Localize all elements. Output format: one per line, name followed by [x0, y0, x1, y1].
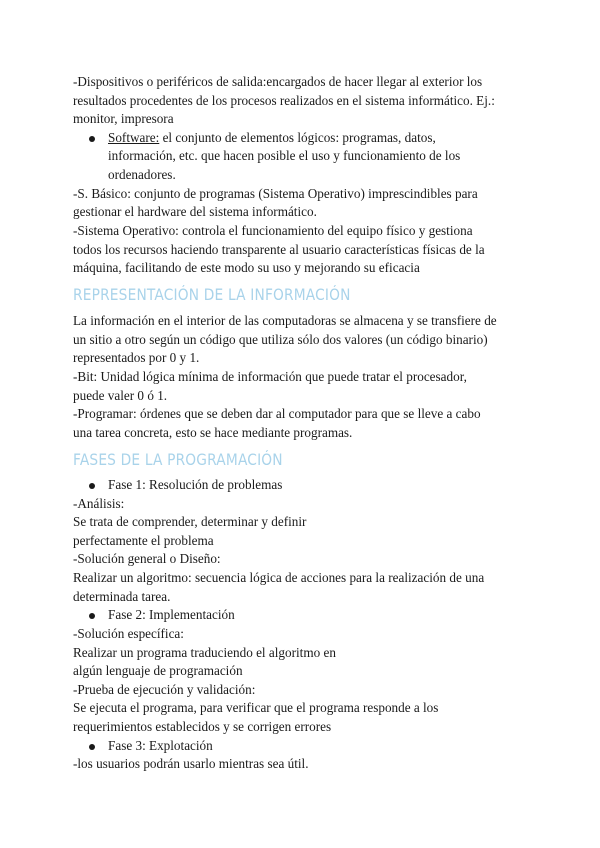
text-line: -los usuarios podrán usarlo mientras sea útil. [73, 756, 309, 771]
text-line: representados por 0 y 1. [73, 350, 200, 365]
text-line: -Dispositivos o periféricos de salida:encargados de hacer llegar al exterior los [73, 74, 483, 89]
list-item: Fase 3: Explotación [108, 738, 213, 753]
text-line: -Prueba de ejecución y validación: [73, 682, 256, 697]
text-line: Se trata de comprender, determinar y definir [73, 514, 307, 529]
text-line: -Bit: Unidad lógica mínima de información que puede tratar el procesador, [73, 369, 467, 384]
list-item: Fase 1: Resolución de problemas [108, 477, 283, 492]
text-line: -Análisis: [73, 496, 125, 511]
list-item: Fase 2: Implementación [108, 607, 235, 622]
text-line: -Solución general o Diseño: [73, 551, 221, 566]
software-definition: el conjunto de elementos lógicos: programas, datos, [159, 130, 436, 145]
text-line: perfectamente el problema [73, 533, 214, 548]
text-line: -Solución específica: [73, 626, 184, 641]
text-line: algún lenguaje de programación [73, 663, 243, 678]
text-line: monitor, impresora [73, 111, 174, 126]
text-line: una tarea concreta, esto se hace mediante programas. [73, 425, 353, 440]
text-line: puede valer 0 ó 1. [73, 388, 168, 403]
list-item [108, 131, 436, 144]
software-term: Software: [108, 130, 160, 145]
text-line: Realizar un programa traduciendo el algoritmo en [73, 645, 336, 660]
text-line: un sitio a otro según un código que utiliza sólo dos valores (un código binario) [73, 332, 488, 347]
text-line: Se ejecuta el programa, para verificar que el programa responde a los [73, 700, 439, 715]
text-line: Realizar un algoritmo: secuencia lógica de acciones para la realización de una [73, 570, 485, 585]
text-line: máquina, facilitando de este modo su uso y mejorando su eficacia [73, 260, 420, 275]
text-line: resultados procedentes de los procesos realizados en el sistema informático. Ej.: [73, 93, 495, 108]
text-line: información, etc. que hacen posible el uso y funcionamiento de los [108, 148, 461, 163]
text-line: todos los recursos haciendo transparente al usuario características físicas de la [73, 242, 485, 257]
text-line: determinada tarea. [73, 589, 171, 604]
section-heading: FASES DE LA PROGRAMACIÓN [73, 450, 283, 469]
section-heading: REPRESENTACIÓN DE LA INFORMACIÓN [73, 285, 351, 304]
text-line: La información en el interior de las computadoras se almacena y se transfiere de [73, 313, 497, 328]
text-line: -Programar: órdenes que se deben dar al computador para que se lleve a cabo [73, 406, 481, 421]
text-line: -Sistema Operativo: controla el funcionamiento del equipo físico y gestiona [73, 223, 473, 238]
text-line: gestionar el hardware del sistema informático. [73, 204, 317, 219]
text-line: requerimientos establecidos y se corrigen errores [73, 719, 332, 734]
text-line: ordenadores. [108, 167, 176, 182]
text-line: -S. Básico: conjunto de programas (Sistema Operativo) imprescindibles para [73, 186, 478, 201]
